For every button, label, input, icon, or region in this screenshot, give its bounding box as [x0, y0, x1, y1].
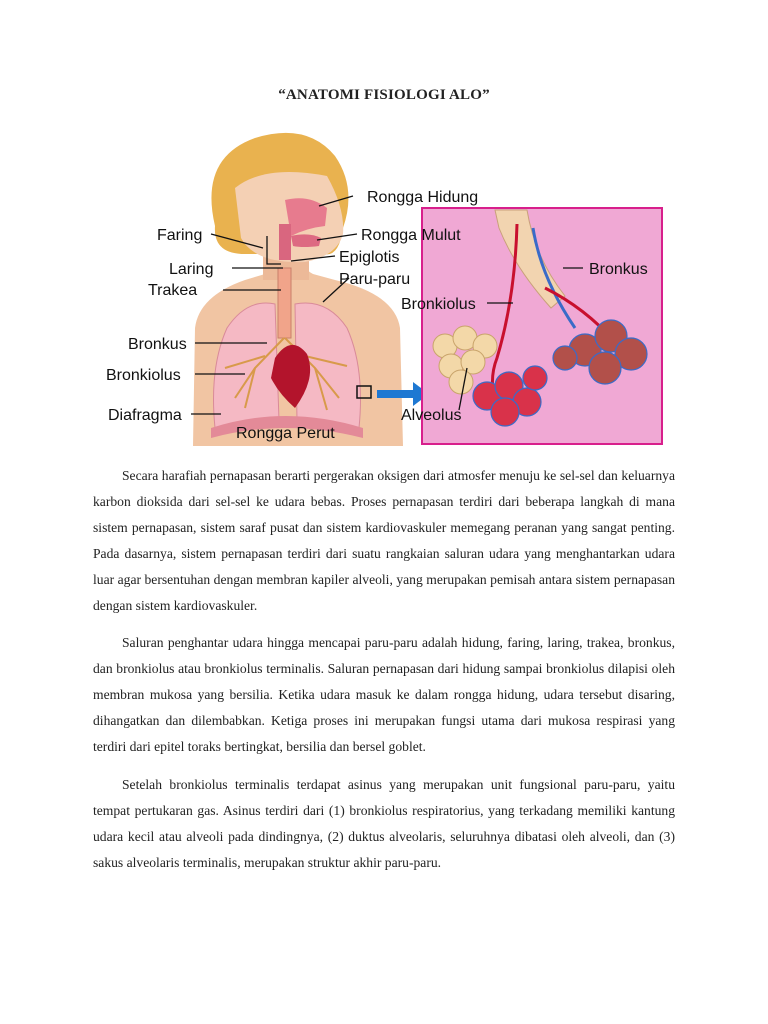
anatomy-diagram — [95, 128, 670, 448]
label-bronkus: Bronkus — [128, 336, 187, 353]
label-faring: Faring — [157, 227, 203, 244]
label-trakea: Trakea — [148, 282, 198, 299]
label-inset-bronkiolus: Bronkiolus — [401, 296, 476, 313]
label-rongga-mulut: Rongga Mulut — [361, 227, 461, 244]
paragraph-2: Saluran penghantar udara hingga mencapai paru-paru adalah hidung, faring, laring, trakea, bronkus, dan bronkiolus atau bronkiolus terminalis. Saluran pernapasan dari hidung sampai bronkiolus dilapisi oleh membran mukosa yang bersilia. Ketika udara masuk ke dalam rongga hidung, udara tersebut disaring, dihangatkan dan dilembabkan. Ketiga proses ini merupakan fungsi utama dari mukosa respirasi yang terdiri dari epitel toraks bertingkat, bersilia dan bersel goblet. — [93, 635, 675, 755]
paragraph-1: Secara harafiah pernapasan berarti pergerakan oksigen dari atmosfer menuju ke sel-sel dan keluarnya karbon dioksida dari sel-sel ke udara bebas. Proses pernapasan terdiri dari beberapa langkah di mana sistem pernapasan, sistem saraf pusat dan sistem kardiovaskuler memegang peranan yang sangat penting. Pada dasarnya, sistem pernapasan terdiri dari suatu rangkaian saluran udara yang menghantarkan udara luar agar bersentuhan dengan membran kapiler alveoli, yang merupakan pemisah antara sistem pernapasan dengan sistem kardiovaskuler. — [93, 468, 675, 613]
label-bronkiolus: Bronkiolus — [106, 367, 181, 384]
label-rongga-perut: Rongga Perut — [236, 425, 335, 442]
label-inset-bronkus: Bronkus — [589, 261, 648, 278]
label-rongga-hidung: Rongga Hidung — [367, 189, 479, 206]
body-text — [93, 463, 675, 888]
respiratory-system-illustration — [95, 128, 670, 448]
trachea — [278, 268, 291, 338]
label-paru-paru: Paru-paru — [339, 271, 411, 288]
label-alveolus: Alveolus — [401, 407, 462, 424]
document-title: “ANATOMI FISIOLOGI ALO” — [278, 87, 490, 103]
label-epiglotis: Epiglotis — [339, 249, 400, 266]
pharynx — [279, 224, 291, 260]
label-laring: Laring — [169, 261, 214, 278]
label-diafragma: Diafragma — [108, 407, 182, 424]
paragraph-3: Setelah bronkiolus terminalis terdapat asinus yang merupakan unit fungsional paru-paru, yaitu tempat pertukaran gas. Asinus terdiri dari (1) bronkiolus respiratorius, yang terkadang memiliki kantung udara kecil atau alveoli pada dindingnya, (2) duktus alveolaris, seluruhnya dibatasi oleh alveoli, dan (3) sakus alveolaris terminalis, merupakan struktur akhir paru-paru. — [93, 776, 675, 870]
oral-cavity — [291, 234, 321, 247]
